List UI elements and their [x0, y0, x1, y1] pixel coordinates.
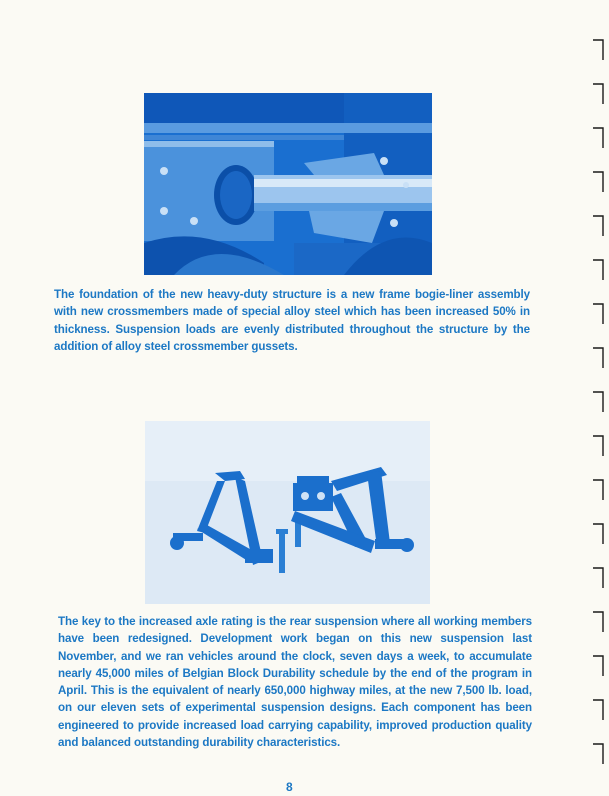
page-number: 8 [286, 780, 293, 794]
binder-tabs [569, 0, 609, 791]
rear-suspension-photo [145, 421, 430, 604]
rear-suspension-caption: The key to the increased axle rating is the rear suspension where all working members have been redesigned. Development work began on this new suspension last November, and we ran vehicles around the clock, seven days a week, to accumulate nearly 45,000 miles of Belgian Block Durability schedule by the end of the program in April. This is the equivalent of nearly 650,000 highway miles, at the new 7,500 lb. load, on our eleven sets of experimental suspension designs. Each component has been engineered to provide increased load carrying capability, improved production quality and balanced outstanding durability characteristics. [58, 615, 532, 750]
frame-assembly-photo [144, 93, 432, 275]
frame-assembly-caption: The foundation of the new heavy-duty structure is a new frame bogie-liner assembly with new crossmembers made of special alloy steel which has been increased 50% in thickness. Suspension loads are evenly distributed throughout the structure by the addition of alloy steel crossmember gussets. [54, 288, 530, 353]
